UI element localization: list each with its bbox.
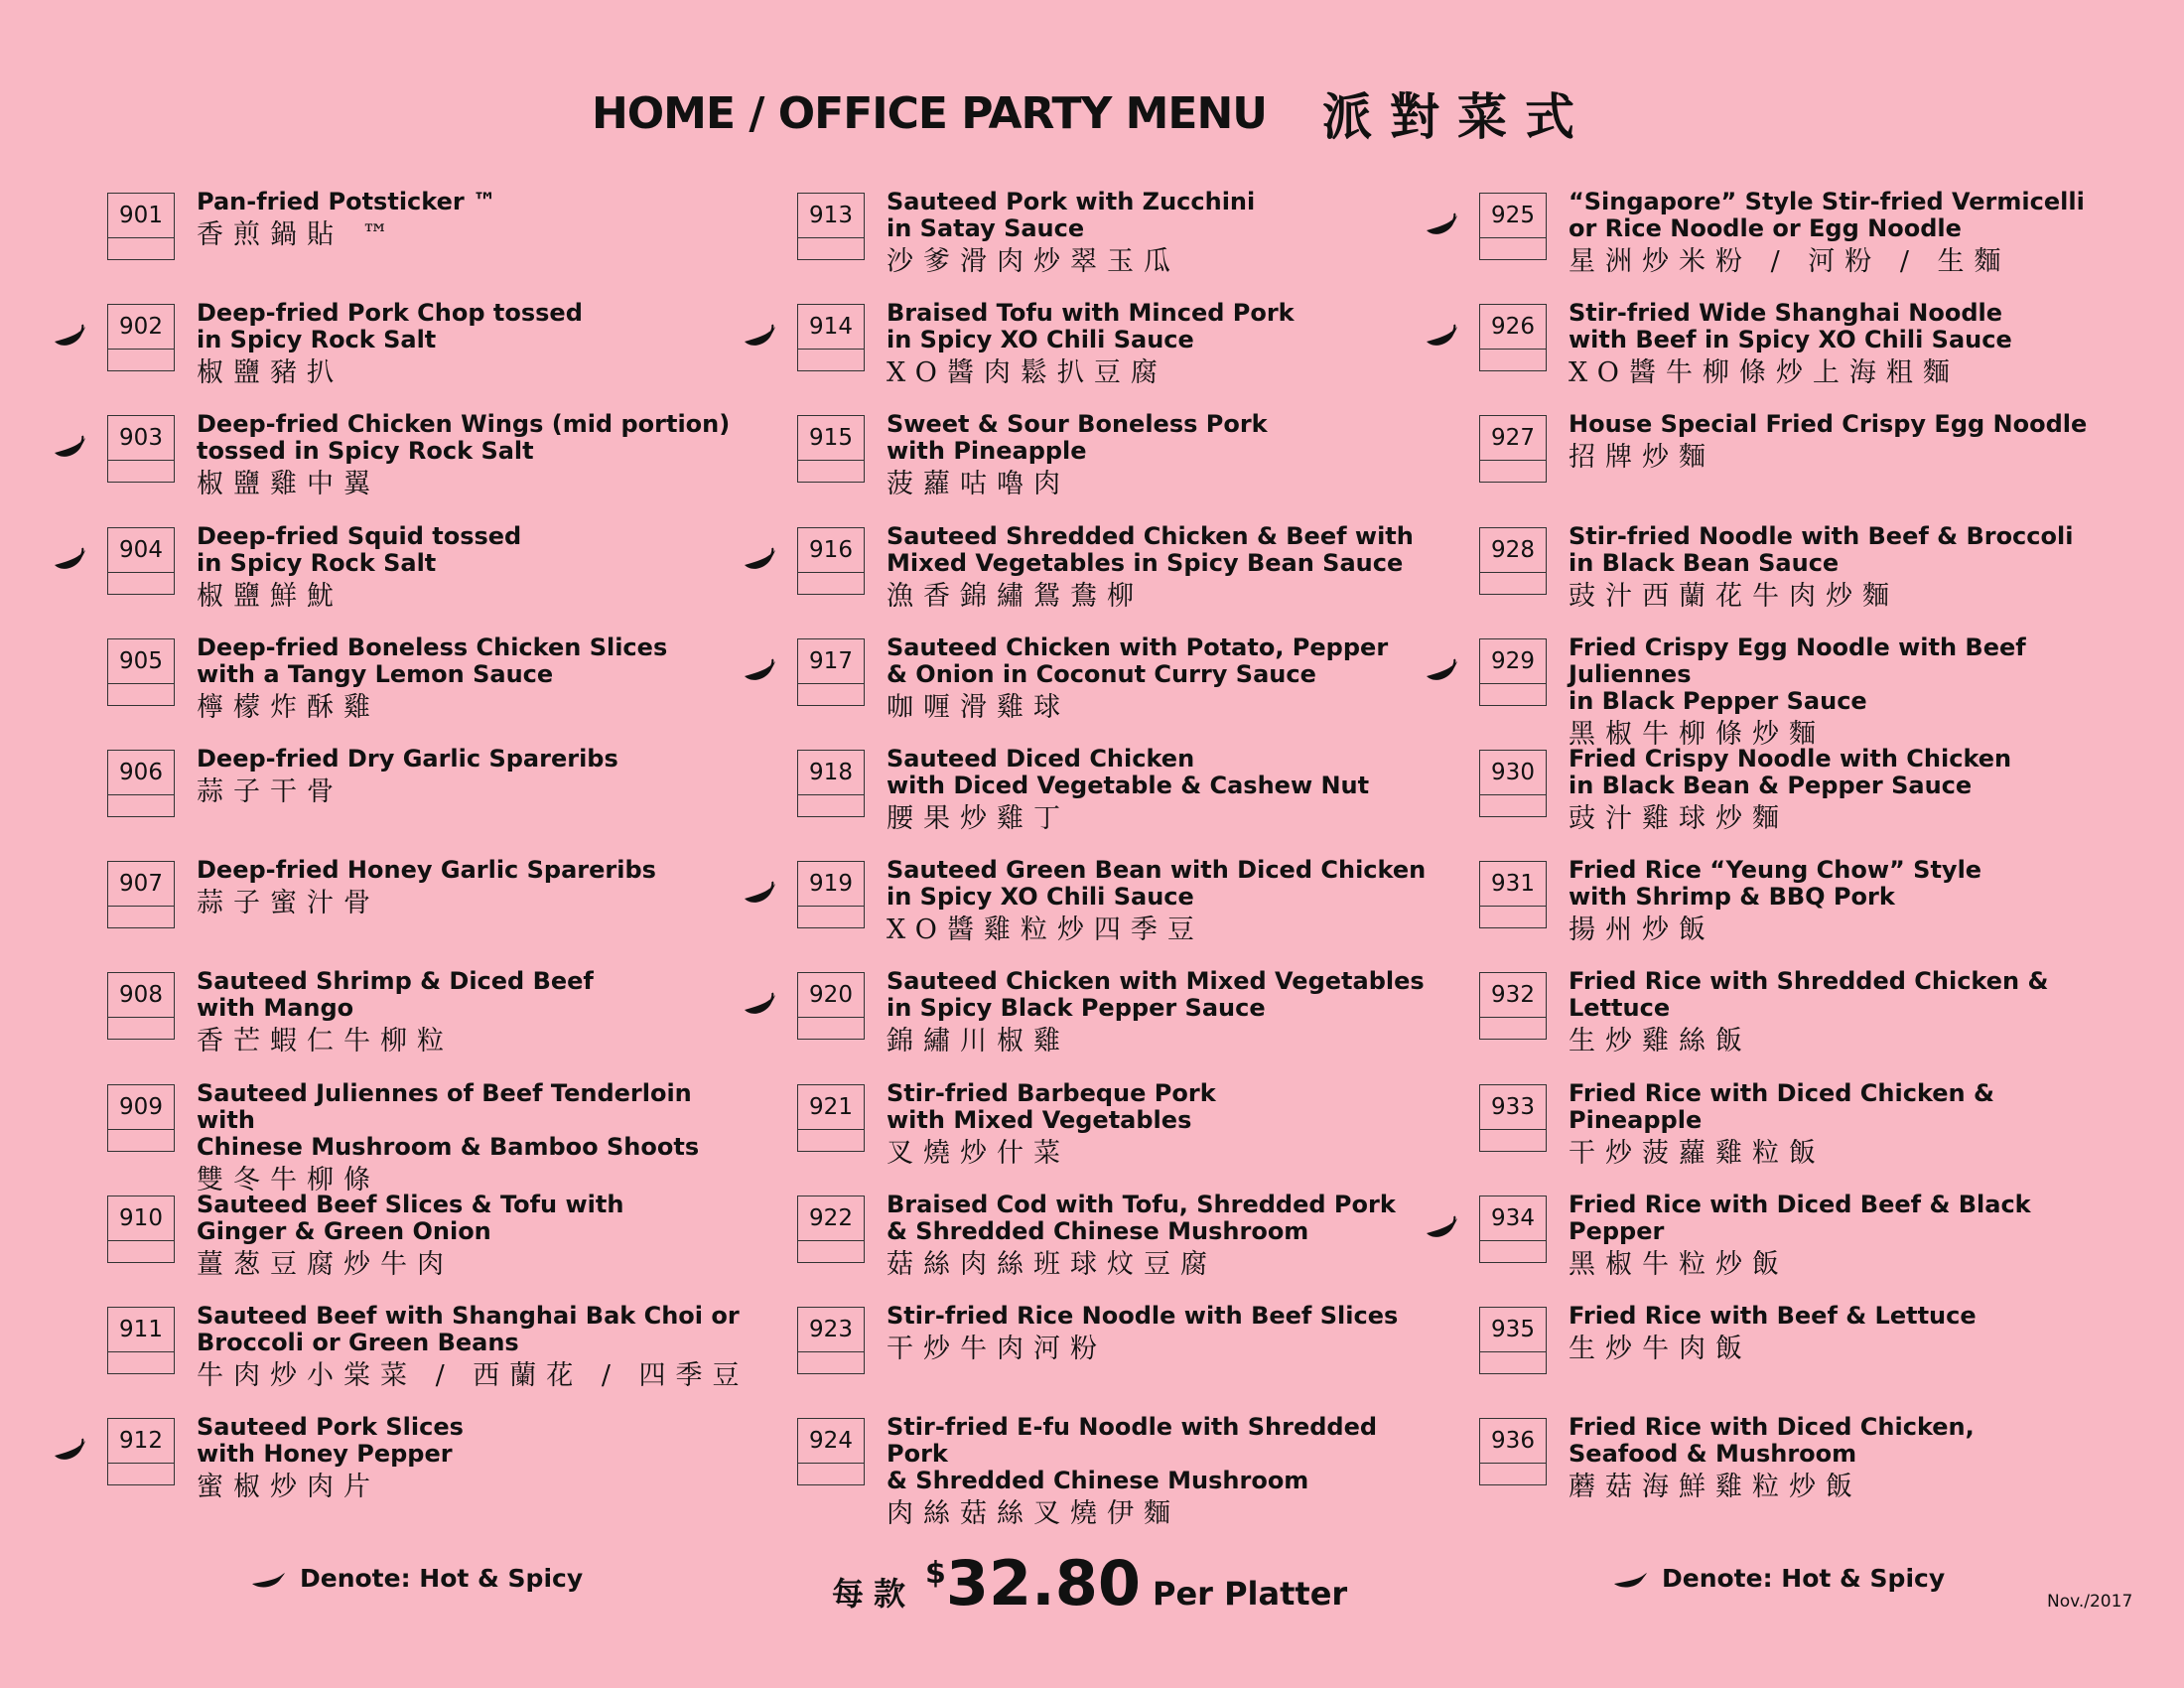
- item-name-english: Braised Cod with Tofu, Shredded Pork & Shredded Chinese Mushroom: [887, 1190, 1396, 1245]
- item-description: [1569, 1303, 2124, 1366]
- item-name-chinese: 叉燒炒什菜: [887, 1137, 1070, 1169]
- menu-date: Nov./2017: [2047, 1592, 2133, 1612]
- item-name-chinese: 揚州炒飯: [1569, 914, 1715, 946]
- item-name-chinese: 漁香錦繡鴛鴦柳: [887, 580, 1144, 612]
- item-description: [887, 634, 1442, 725]
- item-number-box: [797, 1196, 865, 1263]
- item-name-chinese: 菇絲肉絲班球炆豆腐: [887, 1248, 1217, 1280]
- item-name-chinese: XO醬肉鬆扒豆腐: [887, 357, 1167, 389]
- item-description: [887, 968, 1442, 1058]
- item-number: 916: [798, 528, 864, 573]
- item-number-box: [1479, 861, 1547, 928]
- item-name-english: Braised Tofu with Minced Pork in Spicy XO Chili Sauce: [887, 299, 1295, 354]
- menu-item: [60, 1303, 754, 1414]
- item-name-english: Fried Rice with Diced Beef & Black Pepper: [1569, 1190, 2031, 1245]
- item-number-box: [1479, 304, 1547, 371]
- price-line: [832, 1547, 1347, 1619]
- menu-item: [750, 523, 1444, 634]
- item-name-chinese: 香煎鍋貼 ™: [197, 219, 399, 250]
- item-description: [887, 1080, 1442, 1171]
- spicy-legend-right: [1612, 1564, 1945, 1593]
- item-name-english: Fried Rice with Diced Chicken & Pineapple: [1569, 1078, 1994, 1134]
- item-name-english: Stir-fried Wide Shanghai Noodle with Beef in Spicy XO Chili Sauce: [1569, 299, 2012, 354]
- menu-item: [60, 411, 754, 522]
- item-number-box: [107, 972, 175, 1040]
- item-description: [197, 968, 752, 1058]
- menu-item: [60, 1078, 754, 1196]
- item-number-box: [107, 1418, 175, 1485]
- legend-text: Denote: Hot & Spicy: [1662, 1564, 1946, 1593]
- item-name-english: Sauteed Juliennes of Beef Tenderloin with Chinese Mushroom & Bamboo Shoots: [197, 1078, 700, 1161]
- item-description: [887, 746, 1442, 836]
- menu-title-english: HOME / OFFICE PARTY MENU: [591, 87, 1268, 139]
- item-number: 923: [798, 1308, 864, 1352]
- item-number-box: [797, 527, 865, 595]
- menu-item: [1432, 189, 2126, 300]
- item-description: [197, 411, 752, 501]
- item-number: 932: [1480, 973, 1546, 1018]
- item-number: 912: [108, 1419, 174, 1464]
- item-number-box: [107, 1084, 175, 1152]
- item-number-box: [797, 1418, 865, 1485]
- item-number-box: [797, 415, 865, 483]
- menu-item: [1432, 1414, 2126, 1525]
- item-description: [887, 1303, 1442, 1366]
- menu-item: [1432, 968, 2126, 1079]
- item-name-english: Stir-fried Noodle with Beef & Broccoli in Black Bean Sauce: [1569, 521, 2074, 577]
- menu-item: [60, 968, 754, 1079]
- item-number-box: [107, 638, 175, 706]
- item-name-chinese: 菠蘿咕嚕肉: [887, 469, 1070, 500]
- menu-item: [750, 189, 1444, 300]
- item-number-box: [107, 193, 175, 260]
- item-name-chinese: 檸檬炸酥雞: [197, 691, 380, 723]
- item-number-box: [797, 972, 865, 1040]
- item-number-box: [107, 527, 175, 595]
- menu-column-3: [1432, 189, 2126, 1525]
- item-number-box: [797, 750, 865, 817]
- spicy-legend-left: [250, 1564, 583, 1593]
- item-name-chinese: 肉絲菇絲叉燒伊麵: [887, 1498, 1180, 1530]
- item-description: [1569, 857, 2124, 947]
- item-description: [1569, 1080, 2124, 1171]
- item-number: 903: [108, 416, 174, 461]
- menu-item: [60, 746, 754, 857]
- item-name-chinese: 沙爹滑肉炒翠玉瓜: [887, 246, 1180, 277]
- item-description: [197, 746, 752, 809]
- item-description: [197, 300, 752, 390]
- chili-pepper-icon: [53, 1438, 86, 1464]
- menu-item: [750, 1413, 1444, 1530]
- item-name-english: “Singapore” Style Stir-fried Vermicelli or Rice Noodle or Egg Noodle: [1569, 188, 2085, 242]
- price-unit: Per Platter: [1153, 1575, 1348, 1613]
- item-number: 922: [798, 1196, 864, 1241]
- item-name-chinese: 蒜子干骨: [197, 775, 343, 807]
- item-name-english: House Special Fried Crispy Egg Noodle: [1569, 410, 2088, 439]
- item-name-chinese: 生炒雞絲飯: [1569, 1026, 1752, 1057]
- item-number-box: [797, 193, 865, 260]
- chili-pepper-icon: [743, 658, 776, 684]
- item-number: 933: [1480, 1085, 1546, 1130]
- item-description: [197, 857, 752, 920]
- item-name-chinese: 蜜椒炒肉片: [197, 1472, 380, 1503]
- item-name-english: Deep-fried Squid tossed in Spicy Rock Salt: [197, 521, 522, 577]
- legend-text: Denote: Hot & Spicy: [300, 1564, 584, 1593]
- menu-item: [1432, 746, 2126, 857]
- item-number-box: [1479, 1307, 1547, 1374]
- item-number: 918: [798, 751, 864, 795]
- item-name-english: Fried Rice with Diced Chicken, Seafood & Mushroom: [1569, 1413, 1975, 1469]
- menu-item: [750, 1192, 1444, 1303]
- chili-pepper-icon: [1425, 1215, 1458, 1241]
- item-number: 904: [108, 528, 174, 573]
- menu-item: [750, 634, 1444, 746]
- item-number-box: [107, 1307, 175, 1374]
- item-name-english: Fried Rice with Beef & Lettuce: [1569, 1301, 1977, 1330]
- item-name-chinese: 黑椒牛柳條炒麵: [1569, 718, 1826, 750]
- chili-pepper-icon: [743, 324, 776, 350]
- item-description: [197, 634, 752, 725]
- menu-item: [750, 968, 1444, 1079]
- item-number-box: [1479, 415, 1547, 483]
- item-name-chinese: 腰果炒雞丁: [887, 802, 1070, 834]
- item-number: 928: [1480, 528, 1546, 573]
- item-number: 917: [798, 639, 864, 684]
- item-name-english: Sauteed Chicken with Mixed Vegetables in Spicy Black Pepper Sauce: [887, 967, 1425, 1023]
- menu-item: [1432, 1080, 2126, 1192]
- item-number-box: [797, 304, 865, 371]
- item-name-chinese: 豉汁西蘭花牛肉炒麵: [1569, 580, 1899, 612]
- item-number: 927: [1480, 416, 1546, 461]
- item-number-box: [1479, 638, 1547, 706]
- item-number: 925: [1480, 194, 1546, 238]
- item-number: 931: [1480, 862, 1546, 907]
- menu-item: [60, 1192, 754, 1303]
- item-number-box: [797, 861, 865, 928]
- item-number: 921: [798, 1085, 864, 1130]
- item-number: 920: [798, 973, 864, 1018]
- item-name-chinese: 雙冬牛柳條: [197, 1164, 380, 1196]
- item-description: [1569, 1414, 2124, 1504]
- item-description: [887, 189, 1442, 279]
- item-description: [1569, 968, 2124, 1058]
- chili-pepper-icon: [53, 324, 86, 350]
- item-number: 926: [1480, 305, 1546, 350]
- item-number: 906: [108, 751, 174, 795]
- item-number-box: [797, 1084, 865, 1152]
- item-number: 919: [798, 862, 864, 907]
- item-name-chinese: 牛肉炒小棠菜 / 西蘭花 / 四季豆: [197, 1359, 750, 1391]
- item-name-chinese: 香芒蝦仁牛柳粒: [197, 1026, 454, 1057]
- menu-item: [60, 857, 754, 968]
- item-name-english: Sauteed Diced Chicken with Diced Vegetable & Cashew Nut: [887, 744, 1370, 799]
- item-name-chinese: 椒鹽雞中翼: [197, 469, 380, 500]
- menu-item: [750, 411, 1444, 522]
- item-number: 911: [108, 1308, 174, 1352]
- item-description: [887, 857, 1442, 947]
- item-name-chinese: 星洲炒米粉 / 河粉 / 生麵: [1569, 246, 2011, 277]
- item-name-english: Sauteed Beef Slices & Tofu with Ginger & Green Onion: [197, 1190, 624, 1245]
- menu-item: [1432, 1303, 2126, 1414]
- item-description: [197, 1080, 752, 1197]
- item-description: [1569, 746, 2124, 836]
- item-number: 935: [1480, 1308, 1546, 1352]
- item-name-chinese: 椒鹽豬扒: [197, 357, 343, 389]
- item-name-english: Stir-fried Rice Noodle with Beef Slices: [887, 1301, 1399, 1330]
- item-description: [887, 300, 1442, 390]
- menu-title-chinese: 派對菜式: [1322, 87, 1593, 146]
- item-number-box: [107, 415, 175, 483]
- chili-pepper-icon: [1425, 212, 1458, 238]
- chili-pepper-icon: [743, 881, 776, 907]
- menu-item: [60, 300, 754, 411]
- item-name-english: Sauteed Shredded Chicken & Beef with Mixed Vegetables in Spicy Bean Sauce: [887, 521, 1414, 577]
- item-description: [1569, 634, 2124, 752]
- chili-pepper-icon: [53, 547, 86, 573]
- item-number-box: [1479, 527, 1547, 595]
- menu-column-1: [60, 189, 754, 1525]
- item-number-box: [1479, 972, 1547, 1040]
- item-number: 924: [798, 1419, 864, 1464]
- item-number-box: [107, 304, 175, 371]
- item-name-chinese: 黑椒牛粒炒飯: [1569, 1248, 1789, 1280]
- menu-item: [60, 634, 754, 746]
- chili-pepper-icon: [743, 547, 776, 573]
- chili-pepper-icon: [743, 992, 776, 1018]
- item-number: 934: [1480, 1196, 1546, 1241]
- item-name-chinese: 椒鹽鮮魷: [197, 580, 343, 612]
- item-name-english: Sweet & Sour Boneless Pork with Pineapple: [887, 410, 1268, 466]
- item-description: [197, 189, 752, 252]
- item-number-box: [107, 750, 175, 817]
- menu-item: [60, 523, 754, 634]
- item-number: 905: [108, 639, 174, 684]
- menu-column-2: [750, 188, 1444, 1530]
- item-name-english: Sauteed Chicken with Potato, Pepper & Onion in Coconut Curry Sauce: [887, 633, 1389, 688]
- item-name-english: Deep-fried Chicken Wings (mid portion) tossed in Spicy Rock Salt: [197, 410, 731, 466]
- chili-pepper-icon: [250, 1569, 286, 1591]
- item-description: [1569, 411, 2124, 475]
- item-name-english: Fried Rice “Yeung Chow” Style with Shrimp & BBQ Pork: [1569, 856, 1982, 912]
- item-name-english: Sauteed Pork with Zucchini in Satay Sauce: [887, 188, 1256, 242]
- item-name-english: Deep-fried Dry Garlic Spareribs: [197, 744, 618, 773]
- menu-item: [750, 857, 1444, 968]
- item-description: [887, 1414, 1442, 1531]
- item-name-chinese: 蘑菇海鮮雞粒炒飯: [1569, 1472, 1862, 1503]
- item-description: [887, 523, 1442, 614]
- item-name-chinese: 咖喱滑雞球: [887, 691, 1070, 723]
- item-number: 910: [108, 1196, 174, 1241]
- menu-item: [750, 1303, 1444, 1414]
- item-description: [1569, 523, 2124, 614]
- item-description: [887, 1192, 1442, 1282]
- item-name-english: Sauteed Pork Slices with Honey Pepper: [197, 1413, 464, 1469]
- item-number-box: [1479, 193, 1547, 260]
- item-name-chinese: 生炒牛肉飯: [1569, 1333, 1752, 1364]
- menu-item: [60, 189, 754, 300]
- item-name-english: Fried Crispy Noodle with Chicken in Black Bean & Pepper Sauce: [1569, 744, 2012, 799]
- menu-item: [1432, 857, 2126, 968]
- item-number-box: [1479, 750, 1547, 817]
- item-name-english: Sauteed Shrimp & Diced Beef with Mango: [197, 967, 594, 1023]
- item-name-english: Deep-fried Honey Garlic Spareribs: [197, 856, 656, 885]
- item-name-chinese: 薑葱豆腐炒牛肉: [197, 1248, 454, 1280]
- item-number-box: [797, 1307, 865, 1374]
- item-description: [1569, 300, 2124, 390]
- item-number: 913: [798, 194, 864, 238]
- item-number-box: [797, 638, 865, 706]
- price-currency: $: [925, 1556, 946, 1591]
- item-description: [197, 523, 752, 614]
- menu-item: [1432, 411, 2126, 522]
- chili-pepper-icon: [1425, 324, 1458, 350]
- menu-item: [1432, 1192, 2126, 1303]
- item-name-english: Fried Crispy Egg Noodle with Beef Juliennes in Black Pepper Sauce: [1569, 633, 2026, 715]
- item-name-english: Pan-fried Potsticker ™: [197, 188, 497, 215]
- item-number: 930: [1480, 751, 1546, 795]
- item-number-box: [107, 861, 175, 928]
- item-number: 907: [108, 862, 174, 907]
- menu-item: [1432, 633, 2126, 750]
- chili-pepper-icon: [53, 435, 86, 461]
- item-number: 909: [108, 1085, 174, 1130]
- item-name-chinese: 干炒牛肉河粉: [887, 1333, 1107, 1364]
- menu-item: [1432, 300, 2126, 411]
- chili-pepper-icon: [1425, 658, 1458, 684]
- item-name-chinese: 干炒菠蘿雞粒飯: [1569, 1137, 1826, 1169]
- item-name-chinese: 蒜子蜜汁骨: [197, 888, 380, 919]
- item-name-english: Deep-fried Pork Chop tossed in Spicy Rock Salt: [197, 299, 583, 354]
- item-name-chinese: 錦繡川椒雞: [887, 1026, 1070, 1057]
- item-name-english: Sauteed Green Bean with Diced Chicken in Spicy XO Chili Sauce: [887, 856, 1427, 912]
- item-name-english: Deep-fried Boneless Chicken Slices with a Tangy Lemon Sauce: [197, 633, 668, 688]
- menu-item: [750, 746, 1444, 857]
- item-description: [197, 1303, 752, 1393]
- item-number-box: [107, 1196, 175, 1263]
- item-description: [197, 1192, 752, 1282]
- item-name-english: Sauteed Beef with Shanghai Bak Choi or Broccoli or Green Beans: [197, 1301, 740, 1356]
- item-description: [887, 411, 1442, 501]
- item-number: 901: [108, 194, 174, 238]
- item-number: 914: [798, 305, 864, 350]
- menu-item: [1432, 523, 2126, 634]
- item-number-box: [1479, 1084, 1547, 1152]
- item-number: 908: [108, 973, 174, 1018]
- item-name-chinese: XO醬牛柳條炒上海粗麵: [1569, 357, 1960, 389]
- menu-item: [60, 1414, 754, 1525]
- item-name-english: Fried Rice with Shredded Chicken & Lettuce: [1569, 967, 2049, 1023]
- menu-item: [750, 1080, 1444, 1192]
- item-number-box: [1479, 1418, 1547, 1485]
- price-chinese-label: 每款: [832, 1575, 916, 1613]
- item-name-chinese: XO醬雞粒炒四季豆: [887, 914, 1204, 946]
- item-name-english: Stir-fried Barbeque Pork with Mixed Vegetables: [887, 1078, 1216, 1134]
- item-description: [1569, 1192, 2124, 1282]
- item-description: [197, 1414, 752, 1504]
- chili-pepper-icon: [1612, 1569, 1648, 1591]
- menu-header: [0, 77, 2184, 149]
- item-number: 915: [798, 416, 864, 461]
- item-name-chinese: 豉汁雞球炒麵: [1569, 802, 1789, 834]
- menu-item: [750, 300, 1444, 411]
- item-number-box: [1479, 1196, 1547, 1263]
- item-name-english: Stir-fried E-fu Noodle with Shredded Pork & Shredded Chinese Mushroom: [887, 1413, 1378, 1495]
- item-number: 936: [1480, 1419, 1546, 1464]
- item-number: 902: [108, 305, 174, 350]
- price-amount: 32.80: [945, 1547, 1142, 1619]
- item-number: 929: [1480, 639, 1546, 684]
- item-description: [1569, 189, 2124, 279]
- item-name-chinese: 招牌炒麵: [1569, 442, 1715, 474]
